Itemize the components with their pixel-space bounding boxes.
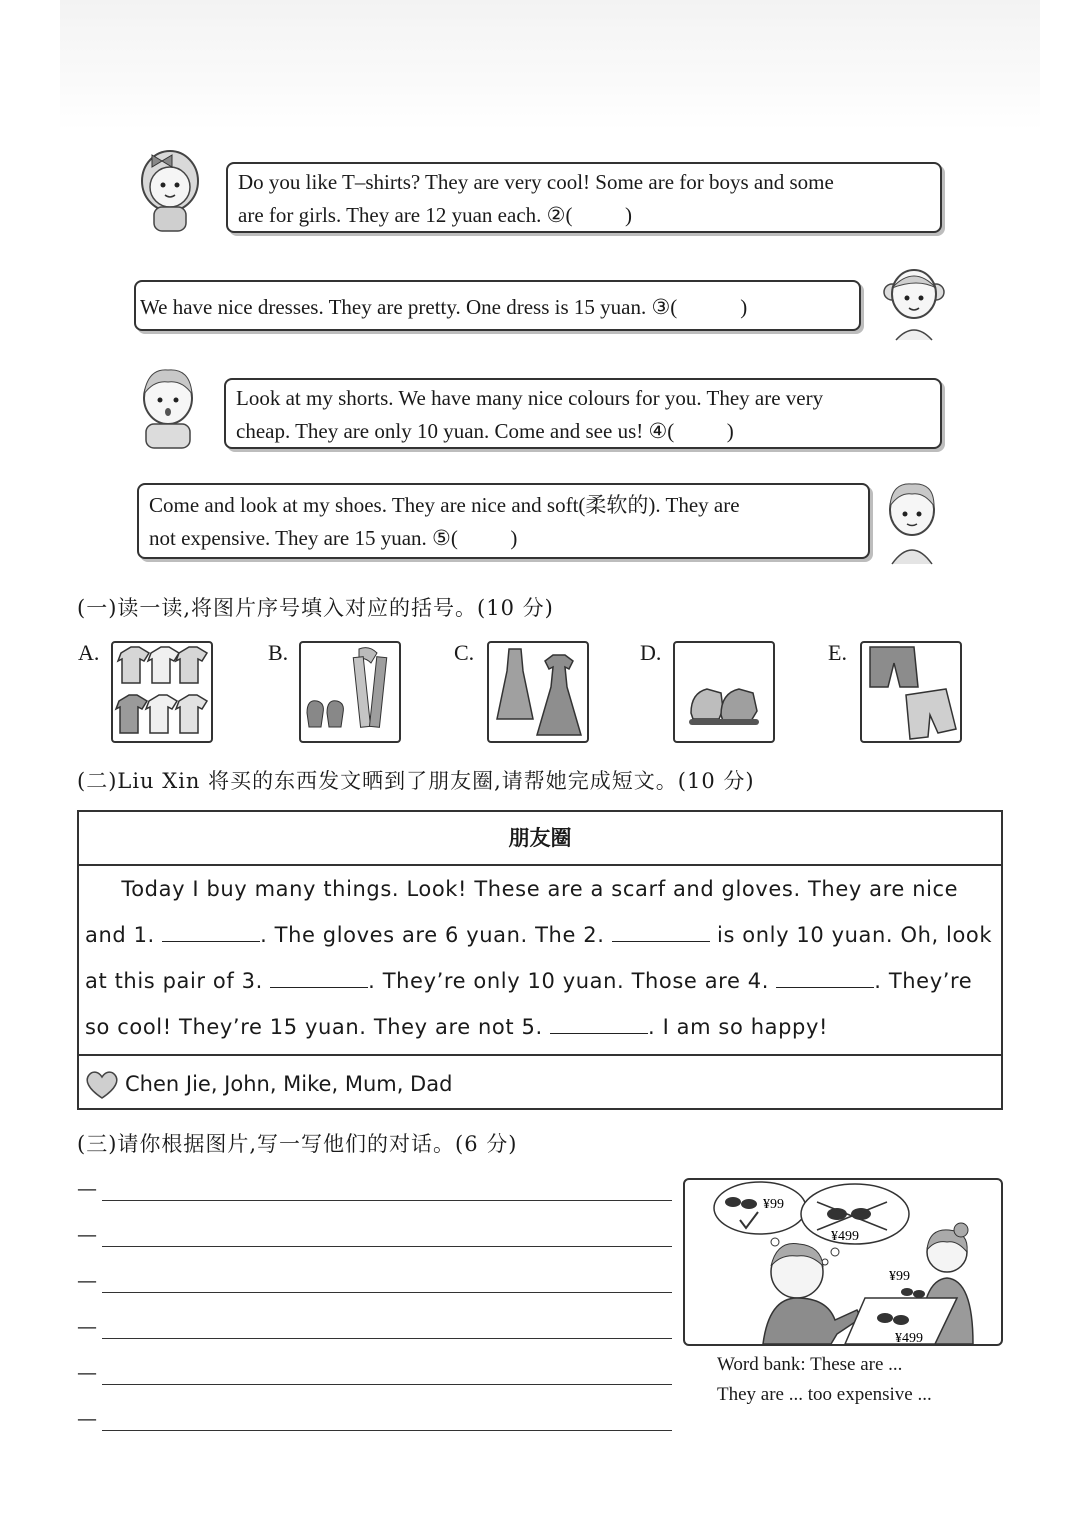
dialogue-dash: — — [77, 1176, 97, 1200]
word-bank-line: Word bank: These are ... — [717, 1354, 903, 1375]
shorts-icon — [862, 643, 960, 741]
t-shirts-icon — [113, 643, 211, 741]
boy-surprised-icon — [132, 364, 204, 450]
option-picture-scarf-gloves — [299, 641, 401, 743]
post-line — [85, 1004, 995, 1050]
post-text: so cool! They’re 15 yuan. They are not 5. — [85, 1015, 543, 1039]
option-picture-tshirts — [111, 641, 213, 743]
option-letter: D. — [640, 640, 662, 665]
post-text: . They’re — [874, 969, 973, 993]
post-text: . I am so happy! — [648, 1015, 828, 1039]
dresses-icon — [489, 643, 587, 741]
option-picture-shoes — [673, 641, 775, 743]
dialogue-dash: — — [77, 1268, 97, 1292]
likes-row — [79, 1056, 1001, 1112]
shoes-icon — [675, 643, 773, 741]
bubble-line: Look at my shorts. We have many nice colours for you. They are very — [236, 386, 824, 410]
dialogue-dash: — — [77, 1314, 97, 1338]
sunglasses-icon — [901, 1288, 925, 1298]
answer-blank-1[interactable] — [162, 923, 260, 942]
option-picture-dresses — [487, 641, 589, 743]
writing-line[interactable] — [102, 1292, 672, 1293]
moments-header: 朋友圈 — [79, 812, 1001, 866]
dialogue-dash: — — [77, 1406, 97, 1430]
answer-blank-4[interactable] — [776, 969, 874, 988]
writing-line[interactable] — [102, 1246, 672, 1247]
bubble-line: are for girls. They are 12 yuan each. ②( ) — [238, 203, 632, 227]
writing-line[interactable] — [102, 1430, 672, 1431]
writing-line[interactable] — [102, 1200, 672, 1201]
dialogue-dash: — — [77, 1360, 97, 1384]
price-label: ¥499 — [895, 1331, 923, 1344]
shopping-scene-picture — [683, 1178, 1003, 1346]
writing-line[interactable] — [102, 1384, 672, 1385]
option-letter: E. — [828, 640, 847, 665]
bubble-line: We have nice dresses. They are pretty. One dress is 15 yuan. ③( ) — [140, 295, 748, 319]
boy-icon — [880, 476, 946, 566]
option-letter: C. — [454, 640, 475, 665]
page-header-shade — [60, 0, 1040, 130]
section-1-title: (一)读一读,将图片序号填入对应的括号。(10 分) — [77, 596, 554, 620]
post-text: and 1. — [85, 923, 155, 947]
post-line — [85, 958, 995, 1004]
post-line: Today I buy many things. Look! These are a scarf and gloves. They are nice — [85, 877, 959, 901]
word-bank-line: They are ... too expensive ... — [717, 1384, 932, 1405]
bubble-line: not expensive. They are 15 yuan. ⑤( ) — [149, 526, 518, 550]
answer-blank-2[interactable] — [612, 923, 710, 942]
price-label: ¥99 — [889, 1269, 910, 1284]
girl-with-pigtails-icon — [878, 262, 950, 342]
price-label: ¥499 — [831, 1229, 859, 1244]
heart-icon — [85, 1070, 119, 1100]
bubble-line: Come and look at my shoes. They are nice and soft(柔软的). They are — [149, 493, 740, 517]
option-picture-shorts — [860, 641, 962, 743]
option-letter: B. — [268, 640, 289, 665]
post-text: is only 10 yuan. Oh, look — [709, 923, 993, 947]
speech-bubble-shoes — [137, 483, 870, 559]
speech-bubble-shorts — [224, 378, 942, 449]
scarf-gloves-icon — [301, 643, 399, 741]
post-text: . They’re only 10 yuan. Those are 4. — [368, 969, 769, 993]
likes-names: Chen Jie, John, Mike, Mum, Dad — [125, 1072, 453, 1096]
answer-blank-3[interactable] — [270, 969, 368, 988]
post-line — [85, 912, 995, 958]
dialogue-dash: — — [77, 1222, 97, 1246]
girl-with-bow-icon — [132, 143, 208, 233]
section-2-title: (二)Liu Xin 将买的东西发文晒到了朋友圈,请帮她完成短文。(10 分) — [77, 769, 755, 793]
moments-post-table — [77, 810, 1003, 1110]
sunglasses-shop-illustration — [685, 1180, 1001, 1344]
option-letter: A. — [78, 640, 100, 665]
bubble-line: cheap. They are only 10 yuan. Come and see us! ④( ) — [236, 419, 734, 443]
writing-line[interactable] — [102, 1338, 672, 1339]
speech-bubble-dresses — [134, 280, 861, 331]
section-3-title: (三)请你根据图片,写一写他们的对话。(6 分) — [77, 1132, 518, 1156]
post-text: at this pair of 3. — [85, 969, 263, 993]
moments-post-body — [79, 866, 1001, 1056]
post-text: . The gloves are 6 yuan. The 2. — [260, 923, 605, 947]
speech-bubble-tshirts — [226, 162, 942, 233]
price-label: ¥99 — [763, 1197, 784, 1212]
bubble-line: Do you like T–shirts? They are very cool! Some are for boys and some — [238, 170, 834, 194]
answer-blank-5[interactable] — [550, 1015, 648, 1034]
